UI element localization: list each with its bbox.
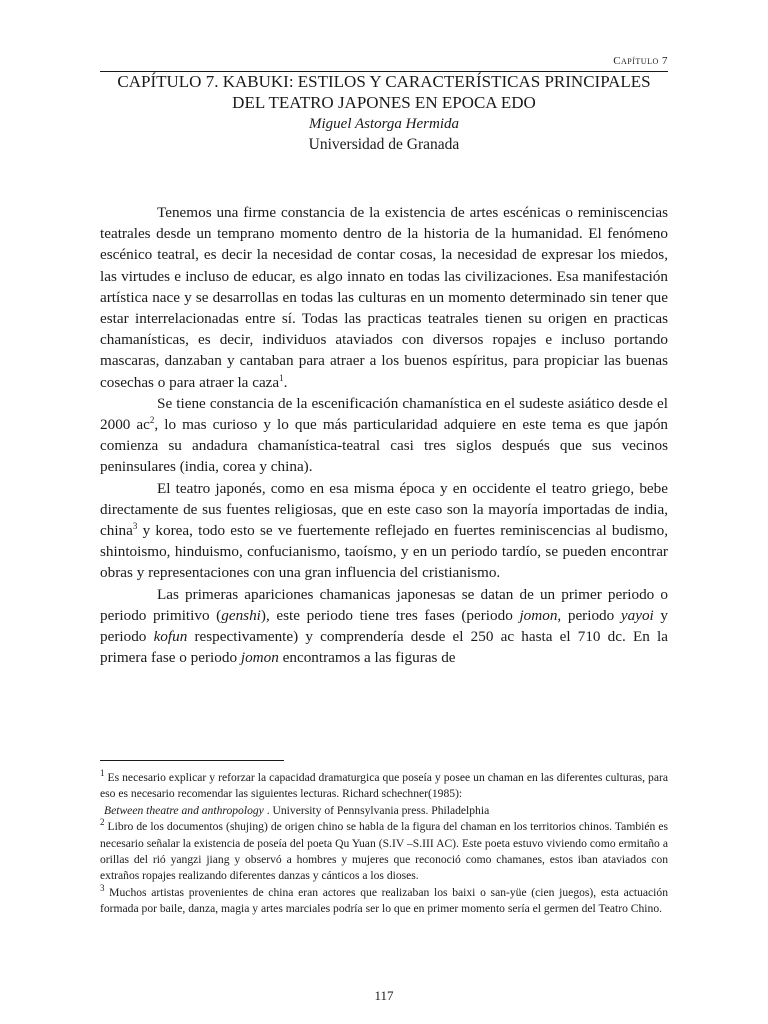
term-genshi: genshi bbox=[221, 606, 261, 624]
paragraph-4-text-b: ), este periodo tiene tres fases (periodo bbox=[260, 606, 520, 624]
paragraph-3-rest: y korea, todo esto se ve fuertemente reflejado en fuertes reminiscencias al budismo, shintoismo, hinduismo, confucianismo, taoísmo, y en un periodo tardío, se pueden encontrar obras y representaciones con una gran influencia del cristianismo. bbox=[100, 522, 668, 582]
paragraph-2 bbox=[100, 393, 668, 478]
paragraph-4-text-d: y periodo bbox=[100, 606, 668, 646]
paragraph-4-text-f: encontramos a las figuras de bbox=[278, 649, 456, 667]
footnote-2-text: Libro de los documentos (shujing) de origen chino se habla de la figura del chaman en los territorios chinos. También es necesario señalar la existencia de poseía del poeta Qu Yuan (S.IV –S.III AC). Este poeta estuvo viviendo como ermitaño a orillas del rió yangzi jiang y observó a hombres y mujeres que reconoció como chamanes, estos iban ataviados con extraños ropajes realizando diferentes danzas y cánticos a los dioses. bbox=[100, 820, 668, 883]
paragraph-1 bbox=[100, 202, 668, 393]
footnote-3-text: Muchos artistas provenientes de china eran actores que realizaban los baixi o san-yüe (cien juegos), esta actuación formada por baile, danza, magia y artes marciales podría ser lo que en primer momento sería el germen del Teatro Chino. bbox=[100, 885, 668, 916]
author-affiliation: Universidad de Granada bbox=[308, 136, 460, 153]
term-yayoi: yayoi bbox=[620, 606, 654, 624]
paragraph-1-text: Tenemos una firme constancia de la existencia de artes escénicas o reminiscencias teatrales desde un temprano momento dentro de la historia de la humanidad. El fenómeno escénico teatral, es decir la necesidad de contar cosas, la necesidad de expresar los miedos, las virtudes e incluso de educar, es algo innato en todas las civilizaciones. Esa manifestación artística nace y se desarrollas en todas las culturas en un momento determinado sin tener que estar interrelacionadas entre sí. Todas las practicas teatrales tienen su origen en practicas chamanísticas, es decir, individuos ataviados con diversos ropajes e incluso portando mascaras, danzaban y cantaban para atraer a los buenos espíritus, para propiciar las buenas cosechas o para atraer la caza bbox=[100, 204, 668, 391]
term-jomon-2: jomon bbox=[240, 649, 279, 667]
footnote-ref-2: 2 bbox=[149, 414, 155, 425]
paragraph-3 bbox=[100, 478, 668, 584]
footnote-3 bbox=[100, 882, 668, 918]
footnote-2 bbox=[100, 819, 668, 885]
paragraph-2-text: Se tiene constancia de la escenificación chamanística en el sudeste asiático desde el 2000 ac bbox=[100, 394, 668, 434]
footnote-2-mark: 2 bbox=[100, 817, 105, 828]
body-text bbox=[100, 202, 668, 668]
reference-publisher: . University of Pennsylvania press. Philadelphia bbox=[263, 803, 490, 817]
paragraph-4-text-a: Las primeras apariciones chamanicas japonesas se datan de un primer periodo o periodo primitivo ( bbox=[100, 585, 668, 624]
footnote-1-mark: 1 bbox=[100, 768, 105, 779]
reference-title: Between theatre and anthropology bbox=[104, 803, 264, 817]
footnote-ref-3: 3 bbox=[132, 520, 138, 531]
chapter-title-line-2: DEL TEATRO JAPONES EN EPOCA EDO bbox=[232, 93, 536, 112]
paragraph-4-text-e: respectivamente) y comprendería desde el 250 ac hasta el 710 dc. En la primera fase o periodo bbox=[100, 628, 668, 667]
term-kofun: kofun bbox=[153, 628, 188, 646]
chapter-title bbox=[90, 71, 678, 113]
footnote-rule bbox=[100, 760, 284, 761]
footnote-1 bbox=[100, 770, 668, 803]
footnote-1-reference bbox=[100, 803, 668, 819]
paragraph-4-text-c: , periodo bbox=[557, 606, 621, 624]
paragraph-4 bbox=[100, 584, 668, 669]
paragraph-2-rest: , lo mas curioso y lo que más particularidad adquiere en este tema es que japón comienza su andadura chamanística-teatral casi tres siglos después que sus vecinos peninsulares (india, corea y china). bbox=[100, 416, 669, 476]
paragraph-1-end: . bbox=[283, 373, 288, 391]
footnote-1-text: Es necesario explicar y reforzar la capacidad dramaturgica que poseía y posee un chaman en las diferentes culturas, para eso es necesario recomendar las siguientes lecturas. Richard schechner(1985): bbox=[100, 771, 668, 801]
page-number: 117 bbox=[374, 988, 394, 1003]
running-head: Capítulo 7 bbox=[613, 55, 668, 67]
footnote-ref-1: 1 bbox=[279, 372, 284, 383]
term-jomon: jomon bbox=[519, 606, 558, 624]
author-name: Miguel Astorga Hermida bbox=[309, 116, 459, 132]
footnotes bbox=[100, 770, 668, 918]
chapter-title-line-1: CAPÍTULO 7. KABUKI: ESTILOS Y CARACTERÍSTICAS PRINCIPALES bbox=[117, 72, 651, 91]
footnote-3-mark: 3 bbox=[100, 882, 105, 893]
paragraph-3-text: El teatro japonés, como en esa misma época y en occidente el teatro griego, bebe directamente de sus fuentes religiosas, que en este caso son la mayoría importadas de india, china bbox=[100, 479, 668, 540]
